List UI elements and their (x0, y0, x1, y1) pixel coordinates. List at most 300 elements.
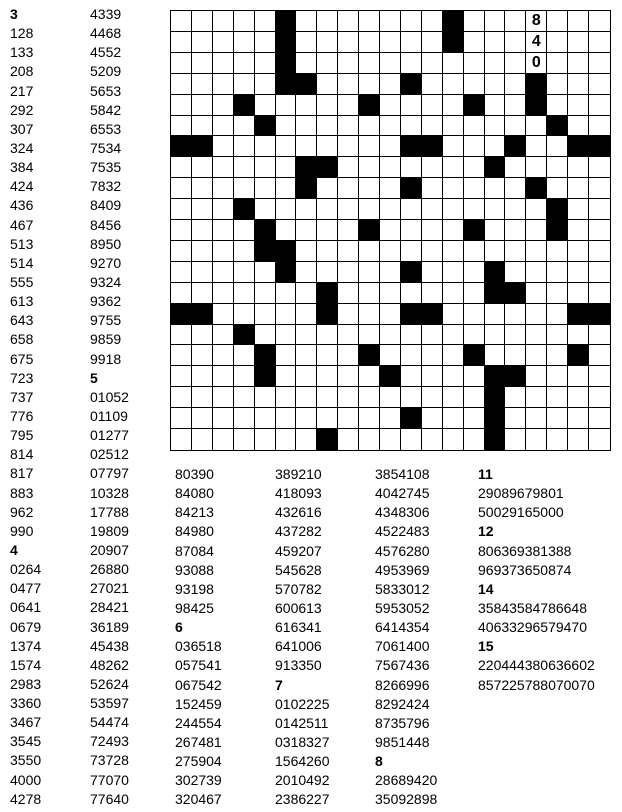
grid-cell[interactable] (338, 304, 359, 325)
grid-cell[interactable] (380, 199, 401, 220)
grid-cell[interactable] (547, 283, 568, 304)
grid-cell[interactable] (526, 345, 547, 366)
grid-cell[interactable] (234, 220, 255, 241)
grid-cell[interactable] (505, 241, 526, 262)
grid-cell[interactable] (380, 220, 401, 241)
grid-cell[interactable] (422, 345, 443, 366)
grid-cell[interactable] (255, 387, 276, 408)
grid-cell[interactable] (234, 157, 255, 178)
grid-cell[interactable] (380, 345, 401, 366)
grid-cell[interactable] (359, 157, 380, 178)
grid-cell[interactable] (485, 220, 506, 241)
grid-cell[interactable] (401, 32, 422, 53)
grid-cell[interactable] (234, 262, 255, 283)
grid-cell[interactable] (568, 325, 589, 346)
grid-cell[interactable] (171, 429, 192, 450)
grid-cell[interactable] (171, 241, 192, 262)
grid-cell[interactable] (255, 11, 276, 32)
grid-cell[interactable] (276, 95, 297, 116)
grid-cell[interactable] (338, 32, 359, 53)
grid-cell[interactable] (359, 429, 380, 450)
grid-cell[interactable] (171, 366, 192, 387)
grid-cell[interactable] (296, 408, 317, 429)
grid-cell[interactable] (422, 74, 443, 95)
grid-cell[interactable] (234, 283, 255, 304)
grid-cell[interactable] (485, 241, 506, 262)
grid-cell[interactable] (317, 178, 338, 199)
grid-cell[interactable] (359, 32, 380, 53)
grid-cell[interactable] (380, 387, 401, 408)
grid-cell[interactable] (359, 199, 380, 220)
grid-cell[interactable] (359, 241, 380, 262)
grid-cell[interactable] (568, 199, 589, 220)
grid-cell[interactable] (317, 32, 338, 53)
grid-cell[interactable] (526, 136, 547, 157)
grid-cell[interactable] (359, 325, 380, 346)
grid-cell[interactable] (276, 345, 297, 366)
grid-cell[interactable] (213, 11, 234, 32)
grid-cell[interactable] (443, 95, 464, 116)
grid-cell[interactable] (296, 220, 317, 241)
grid-cell[interactable] (192, 74, 213, 95)
grid-cell[interactable] (380, 157, 401, 178)
grid-cell[interactable] (359, 11, 380, 32)
grid-cell[interactable] (443, 262, 464, 283)
grid-cell[interactable] (547, 345, 568, 366)
grid-cell[interactable] (192, 429, 213, 450)
grid-cell[interactable] (485, 325, 506, 346)
grid-cell[interactable] (359, 136, 380, 157)
grid-cell[interactable] (359, 366, 380, 387)
grid-cell[interactable] (171, 74, 192, 95)
grid-cell[interactable] (422, 283, 443, 304)
grid-cell[interactable] (568, 53, 589, 74)
grid-cell[interactable] (317, 262, 338, 283)
grid-cell[interactable] (213, 220, 234, 241)
grid-cell[interactable] (547, 387, 568, 408)
grid-cell[interactable] (255, 325, 276, 346)
grid-cell[interactable] (338, 345, 359, 366)
grid-cell[interactable] (192, 408, 213, 429)
grid-cell[interactable] (338, 325, 359, 346)
grid-cell[interactable] (296, 95, 317, 116)
grid-cell[interactable] (296, 262, 317, 283)
grid-cell[interactable] (276, 408, 297, 429)
grid-cell[interactable] (171, 11, 192, 32)
grid-cell[interactable] (296, 366, 317, 387)
grid-cell[interactable] (255, 408, 276, 429)
grid-cell[interactable] (338, 136, 359, 157)
grid-cell[interactable] (589, 157, 610, 178)
grid-cell[interactable] (296, 325, 317, 346)
grid-cell[interactable] (296, 283, 317, 304)
grid-cell[interactable] (547, 241, 568, 262)
grid-cell[interactable] (401, 241, 422, 262)
grid-cell[interactable] (443, 178, 464, 199)
grid-cell[interactable] (192, 241, 213, 262)
grid-cell[interactable] (547, 429, 568, 450)
grid-cell[interactable] (568, 220, 589, 241)
grid-cell[interactable] (296, 429, 317, 450)
grid-cell[interactable] (234, 241, 255, 262)
grid-cell[interactable] (213, 199, 234, 220)
grid-cell[interactable] (213, 304, 234, 325)
grid-cell[interactable] (401, 11, 422, 32)
grid-cell[interactable] (589, 178, 610, 199)
grid-cell[interactable] (338, 116, 359, 137)
grid-cell[interactable] (380, 95, 401, 116)
grid-cell[interactable] (380, 74, 401, 95)
grid-cell[interactable] (485, 53, 506, 74)
grid-cell[interactable] (359, 53, 380, 74)
grid-cell[interactable] (276, 157, 297, 178)
grid-cell[interactable] (589, 11, 610, 32)
grid-cell[interactable] (526, 241, 547, 262)
grid-cell[interactable] (464, 157, 485, 178)
grid-cell[interactable] (338, 157, 359, 178)
grid-cell[interactable] (338, 429, 359, 450)
grid-cell[interactable] (485, 116, 506, 137)
grid-cell[interactable] (380, 11, 401, 32)
grid-cell[interactable] (443, 408, 464, 429)
grid-cell[interactable] (443, 136, 464, 157)
grid-cell[interactable] (234, 136, 255, 157)
grid-cell[interactable] (505, 220, 526, 241)
grid-cell[interactable] (464, 408, 485, 429)
grid-cell[interactable] (547, 304, 568, 325)
grid-cell[interactable] (338, 95, 359, 116)
grid-cell[interactable] (192, 220, 213, 241)
grid-cell[interactable] (171, 387, 192, 408)
grid-cell[interactable] (568, 429, 589, 450)
grid-cell[interactable] (401, 95, 422, 116)
grid-cell[interactable] (422, 116, 443, 137)
grid-cell[interactable] (359, 116, 380, 137)
grid-cell[interactable] (401, 220, 422, 241)
grid-cell[interactable] (380, 32, 401, 53)
grid-cell[interactable] (589, 387, 610, 408)
grid-cell[interactable] (255, 178, 276, 199)
grid-cell[interactable] (276, 199, 297, 220)
grid-cell[interactable] (589, 53, 610, 74)
grid-cell[interactable] (171, 262, 192, 283)
grid-cell[interactable] (526, 116, 547, 137)
grid-cell[interactable] (505, 95, 526, 116)
grid-cell[interactable] (589, 95, 610, 116)
grid-cell[interactable] (589, 262, 610, 283)
grid-cell[interactable] (568, 116, 589, 137)
grid-cell[interactable] (443, 325, 464, 346)
grid-cell[interactable] (192, 345, 213, 366)
grid-cell[interactable] (380, 262, 401, 283)
grid-cell[interactable] (505, 304, 526, 325)
grid-cell[interactable] (255, 429, 276, 450)
grid-cell[interactable] (380, 325, 401, 346)
grid-cell[interactable] (171, 157, 192, 178)
grid-cell[interactable] (422, 325, 443, 346)
grid-cell[interactable] (505, 262, 526, 283)
grid-cell[interactable] (589, 241, 610, 262)
grid-cell[interactable] (505, 178, 526, 199)
grid-cell[interactable] (485, 345, 506, 366)
grid-cell[interactable] (276, 366, 297, 387)
grid-cell[interactable] (526, 220, 547, 241)
grid-cell[interactable] (359, 178, 380, 199)
grid-cell[interactable] (464, 366, 485, 387)
grid-cell[interactable] (443, 116, 464, 137)
grid-cell[interactable] (317, 95, 338, 116)
grid-cell[interactable] (213, 136, 234, 157)
grid-cell[interactable] (547, 53, 568, 74)
grid-cell[interactable] (213, 325, 234, 346)
grid-cell[interactable] (547, 157, 568, 178)
grid-cell[interactable] (171, 283, 192, 304)
grid-cell[interactable] (589, 32, 610, 53)
grid-cell[interactable] (422, 11, 443, 32)
grid-cell[interactable] (589, 220, 610, 241)
grid-cell[interactable] (171, 116, 192, 137)
grid-cell[interactable] (213, 262, 234, 283)
grid-cell[interactable] (380, 136, 401, 157)
grid-cell[interactable] (234, 408, 255, 429)
grid-cell[interactable] (401, 116, 422, 137)
grid-cell[interactable] (296, 32, 317, 53)
grid-cell[interactable] (589, 199, 610, 220)
grid-cell[interactable] (422, 53, 443, 74)
grid-cell[interactable] (171, 408, 192, 429)
grid-cell[interactable] (317, 74, 338, 95)
grid-cell[interactable] (171, 199, 192, 220)
grid-cell[interactable] (317, 53, 338, 74)
grid-cell[interactable] (464, 283, 485, 304)
grid-cell[interactable] (526, 283, 547, 304)
grid-cell[interactable] (317, 241, 338, 262)
grid-cell[interactable] (380, 241, 401, 262)
grid-cell[interactable] (255, 262, 276, 283)
grid-cell[interactable] (526, 408, 547, 429)
grid-cell[interactable] (234, 74, 255, 95)
grid-cell[interactable] (443, 241, 464, 262)
grid-cell[interactable] (485, 136, 506, 157)
grid-cell[interactable] (526, 325, 547, 346)
grid-cell[interactable] (213, 95, 234, 116)
grid-cell[interactable] (443, 199, 464, 220)
grid-cell[interactable] (338, 11, 359, 32)
grid-cell[interactable] (255, 74, 276, 95)
grid-cell[interactable] (380, 429, 401, 450)
grid-cell[interactable] (547, 74, 568, 95)
grid-cell[interactable] (464, 32, 485, 53)
grid-cell[interactable] (255, 53, 276, 74)
grid-cell[interactable] (464, 387, 485, 408)
grid-cell[interactable] (276, 136, 297, 157)
grid-cell[interactable] (317, 325, 338, 346)
grid-cell[interactable] (255, 136, 276, 157)
grid-cell[interactable] (443, 53, 464, 74)
grid-cell[interactable] (485, 32, 506, 53)
grid-cell[interactable] (485, 11, 506, 32)
grid-cell[interactable] (317, 11, 338, 32)
grid-cell[interactable] (464, 429, 485, 450)
grid-cell[interactable] (317, 199, 338, 220)
grid-cell[interactable] (422, 366, 443, 387)
grid-cell[interactable] (296, 387, 317, 408)
grid-cell[interactable] (296, 11, 317, 32)
grid-cell[interactable] (568, 32, 589, 53)
grid-cell[interactable] (464, 325, 485, 346)
grid-cell[interactable] (234, 178, 255, 199)
grid-cell[interactable] (401, 387, 422, 408)
grid-cell[interactable] (485, 199, 506, 220)
grid-cell[interactable] (338, 387, 359, 408)
grid-cell[interactable] (213, 74, 234, 95)
grid-cell[interactable] (213, 387, 234, 408)
grid-cell[interactable] (464, 178, 485, 199)
grid-cell[interactable] (213, 53, 234, 74)
grid-cell[interactable] (192, 178, 213, 199)
grid-cell[interactable] (589, 325, 610, 346)
grid-cell[interactable] (568, 408, 589, 429)
grid-cell[interactable] (547, 262, 568, 283)
grid-cell[interactable] (505, 325, 526, 346)
grid-cell[interactable] (443, 74, 464, 95)
grid-cell[interactable] (401, 345, 422, 366)
grid-cell[interactable] (464, 199, 485, 220)
grid-cell[interactable] (505, 53, 526, 74)
grid-cell[interactable] (505, 429, 526, 450)
grid-cell[interactable] (171, 53, 192, 74)
grid-cell[interactable] (589, 283, 610, 304)
grid-cell[interactable] (296, 304, 317, 325)
grid-cell[interactable] (547, 178, 568, 199)
grid-cell[interactable] (505, 11, 526, 32)
grid-cell[interactable] (568, 283, 589, 304)
grid-cell[interactable] (192, 116, 213, 137)
grid-cell[interactable] (485, 95, 506, 116)
grid-cell[interactable] (380, 408, 401, 429)
grid-cell[interactable] (255, 32, 276, 53)
grid-cell[interactable] (422, 241, 443, 262)
grid-cell[interactable] (547, 408, 568, 429)
grid-cell[interactable] (589, 345, 610, 366)
grid-cell[interactable] (380, 304, 401, 325)
grid-cell[interactable] (422, 429, 443, 450)
grid-cell[interactable] (505, 408, 526, 429)
grid-cell[interactable] (568, 74, 589, 95)
grid-cell[interactable] (213, 366, 234, 387)
grid-cell[interactable] (443, 366, 464, 387)
grid-cell[interactable] (255, 95, 276, 116)
grid-cell[interactable] (401, 325, 422, 346)
grid-cell[interactable] (213, 241, 234, 262)
grid-cell[interactable] (255, 304, 276, 325)
grid-cell[interactable] (505, 387, 526, 408)
grid-cell[interactable] (192, 53, 213, 74)
grid-cell[interactable] (234, 345, 255, 366)
grid-cell[interactable] (443, 345, 464, 366)
grid-cell[interactable] (568, 178, 589, 199)
grid-cell[interactable] (505, 32, 526, 53)
grid-cell[interactable] (276, 429, 297, 450)
grid-cell[interactable] (422, 387, 443, 408)
grid-cell[interactable] (234, 304, 255, 325)
grid-cell[interactable] (505, 116, 526, 137)
grid-cell[interactable] (568, 241, 589, 262)
grid-cell[interactable] (526, 262, 547, 283)
grid-cell[interactable] (171, 95, 192, 116)
grid-cell[interactable] (422, 262, 443, 283)
grid-cell[interactable] (234, 11, 255, 32)
grid-cell[interactable] (422, 32, 443, 53)
grid-cell[interactable] (276, 220, 297, 241)
grid-cell[interactable] (547, 32, 568, 53)
grid-cell[interactable] (338, 262, 359, 283)
grid-cell[interactable] (234, 429, 255, 450)
grid-cell[interactable]: 8 (526, 11, 547, 32)
grid-cell[interactable] (296, 345, 317, 366)
grid-cell[interactable] (589, 116, 610, 137)
grid-cell[interactable] (464, 11, 485, 32)
grid-cell[interactable]: 4 (526, 32, 547, 53)
grid-cell[interactable] (380, 178, 401, 199)
grid-cell[interactable] (213, 32, 234, 53)
grid-cell[interactable] (296, 136, 317, 157)
grid-cell[interactable] (485, 178, 506, 199)
grid-cell[interactable] (359, 408, 380, 429)
grid-cell[interactable] (276, 178, 297, 199)
grid-cell[interactable] (213, 178, 234, 199)
grid-cell[interactable] (338, 241, 359, 262)
grid-cell[interactable] (589, 74, 610, 95)
grid-cell[interactable] (255, 157, 276, 178)
grid-cell[interactable] (276, 283, 297, 304)
grid-cell[interactable] (234, 32, 255, 53)
grid-cell[interactable] (213, 345, 234, 366)
grid-cell[interactable] (443, 304, 464, 325)
grid-cell[interactable] (213, 429, 234, 450)
grid-cell[interactable] (192, 157, 213, 178)
grid-cell[interactable] (338, 53, 359, 74)
grid-cell[interactable] (547, 95, 568, 116)
grid-cell[interactable] (505, 74, 526, 95)
grid-cell[interactable] (338, 178, 359, 199)
grid-cell[interactable] (464, 53, 485, 74)
grid-cell[interactable] (526, 366, 547, 387)
grid-cell[interactable] (192, 366, 213, 387)
grid-cell[interactable] (359, 262, 380, 283)
grid-cell[interactable] (171, 345, 192, 366)
grid-cell[interactable] (338, 408, 359, 429)
grid-cell[interactable] (276, 325, 297, 346)
grid-cell[interactable]: 0 (526, 53, 547, 74)
grid-cell[interactable] (234, 116, 255, 137)
grid-cell[interactable] (192, 283, 213, 304)
grid-cell[interactable] (171, 32, 192, 53)
grid-cell[interactable] (359, 283, 380, 304)
grid-cell[interactable] (422, 157, 443, 178)
grid-cell[interactable] (213, 157, 234, 178)
grid-cell[interactable] (568, 387, 589, 408)
grid-cell[interactable] (192, 95, 213, 116)
grid-cell[interactable] (171, 325, 192, 346)
grid-cell[interactable] (380, 116, 401, 137)
grid-cell[interactable] (192, 325, 213, 346)
grid-cell[interactable] (276, 304, 297, 325)
grid-cell[interactable] (296, 199, 317, 220)
grid-cell[interactable] (464, 241, 485, 262)
grid-cell[interactable] (171, 220, 192, 241)
grid-cell[interactable] (401, 53, 422, 74)
